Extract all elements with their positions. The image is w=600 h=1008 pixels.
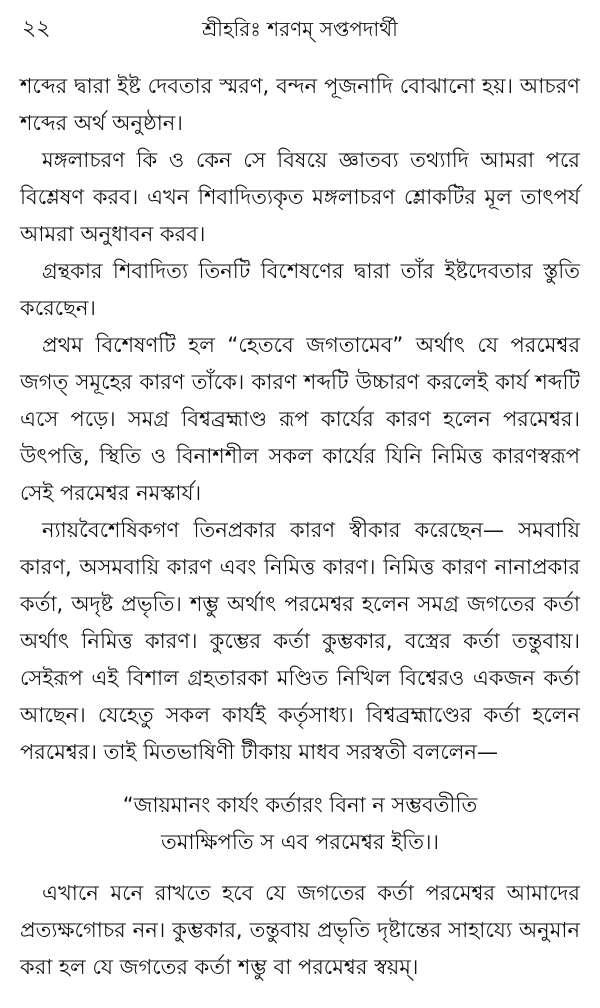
paragraph-continuation: শব্দের দ্বারা ইষ্ট দেবতার স্মরণ, বন্দন পূজনাদি বোঝানো হয়। আচরণ শব্দের অর্থ অনুষ্ঠান। — [20, 74, 580, 135]
running-title: শ্রীহরিঃ শরণম্ সপ্তপদার্থী — [202, 17, 398, 41]
quote-line: “জায়মানং কার্যং কর্তারং বিনা ন সম্ভবতীতি — [122, 793, 478, 817]
paragraph: গ্রন্থকার শিবাদিত্য তিনটি বিশেষণের দ্বারা তাঁর ইষ্টদেবতার স্তুতি করেছেন। — [20, 259, 580, 320]
page-number: ২২ — [22, 16, 51, 41]
sanskrit-quote — [20, 787, 580, 861]
page-header — [20, 4, 580, 48]
paragraph: ন্যায়বৈশেষিকগণ তিনপ্রকার কারণ স্বীকার করেছেন— সমবায়ি কারণ, অসমবায়ি কারণ এবং নিমিত্ত কারণ। নিমিত্ত কারণ নানাপ্রকার কর্তা, অদৃষ্ট প্রভৃতি। শম্ভু অর্থাৎ পরমেশ্বর হলেন সমগ্র জগতের কর্তা অর্থাৎ নিমিত্ত কারণ। কুম্ভের কর্তা কুম্ভকার, বস্ত্রের কর্তা তন্তুবায়। সেইরূপ এই বিশাল গ্রহতারকা মণ্ডিত নিখিল বিশ্বেরও একজন কর্তা আছেন। যেহেতু সকল কার্যই কর্তৃসাধ্য। বিশ্বব্রহ্মাণ্ডের কর্তা হলেন পরমেশ্বর। তাই মিতভাষিণী টীকায় মাধব সরস্বতী বললেন— — [20, 518, 580, 764]
paragraph: এখানে মনে রাখতে হবে যে জগতের কর্তা পরমেশ্বর আমাদের প্রত্যক্ষগোচর নন। কুম্ভকার, তন্তুবায় প্রভৃতি দৃষ্টান্তের সাহায্যে অনুমান করা হল যে জগতের কর্তা শম্ভু বা পরমেশ্বর স্বয়ম্। — [20, 881, 580, 979]
body-text — [20, 68, 580, 986]
quote-line: তমাক্ষিপতি স এব পরমেশ্বর ইতি।। — [161, 830, 439, 854]
paragraph: মঙ্গলাচরণ কি ও কেন সে বিষয়ে জ্ঞাতব্য তথ্যাদি আমরা পরে বিশ্লেষণ করব। এখন শিবাদিত্যকৃত মঙ্গলাচরণ শ্লোকটির মূল তাৎপর্য আমরা অনুধাবন করব। — [20, 148, 580, 246]
paragraph: প্রথম বিশেষণটি হল “হেতবে জগতামেব” অর্থাৎ যে পরমেশ্বর জগত্ সমূহের কারণ তাঁকে। কারণ শব্দটি উচ্চারণ করলেই কার্য শব্দটি এসে পড়ে। সমগ্র বিশ্বব্রহ্মাণ্ড রূপ কার্যের কারণ হলেন পরমেশ্বর। উৎপত্তি, স্থিতি ও বিনাশশীল সকল কার্যের যিনি নিমিত্ত কারণস্বরূপ সেই পরমেশ্বর নমস্কার্য। — [20, 333, 580, 505]
document-page — [0, 4, 600, 1008]
